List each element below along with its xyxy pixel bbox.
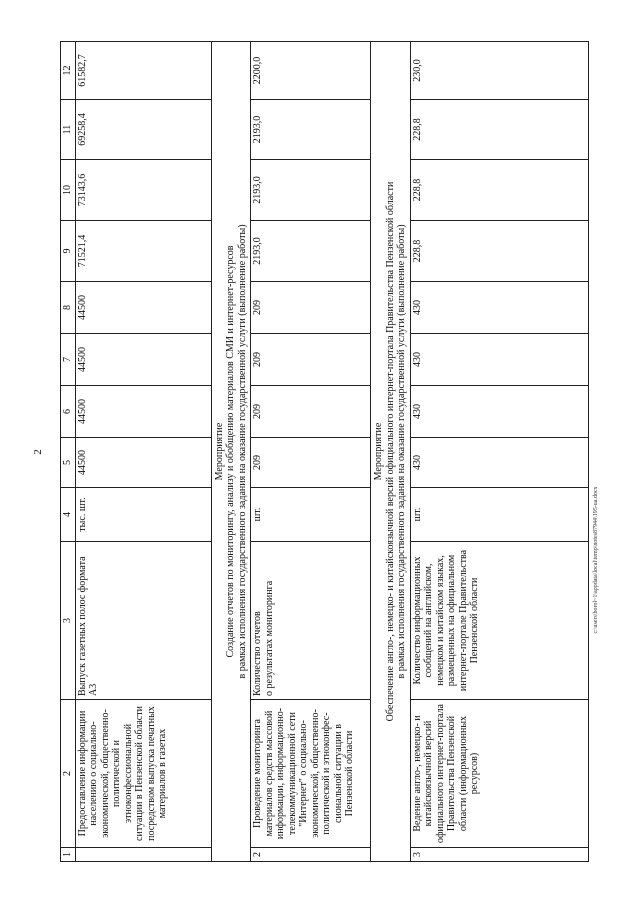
value-cell: 430 bbox=[410, 386, 588, 438]
value-cell: 228,8 bbox=[410, 221, 588, 282]
table-row bbox=[75, 42, 211, 862]
col-num: 3 bbox=[61, 542, 76, 700]
col-num: 6 bbox=[61, 386, 76, 438]
col-num: 1 bbox=[61, 848, 76, 862]
section-heading bbox=[211, 42, 251, 862]
unit: шт. bbox=[410, 488, 588, 542]
section-title: Обеспечение англо-, немецко- и китайскоязычной версий официального интернет-портала Правительства Пензенской области bbox=[384, 181, 396, 722]
value-cell: 44500 bbox=[75, 282, 211, 334]
table-row bbox=[410, 42, 588, 862]
indicator-line: о результатах мониторинга bbox=[263, 580, 275, 696]
value-cell: 69258,4 bbox=[75, 100, 211, 160]
col-num: 9 bbox=[61, 221, 76, 282]
indicator-name: Количество информационных сообщений на английском, немецком и китайском языках, размещенных на официальном интернет-портале Правительства Пензенской области bbox=[410, 542, 588, 700]
col-num: 4 bbox=[61, 488, 76, 542]
value-cell: 2193,0 bbox=[251, 160, 371, 221]
row-number bbox=[75, 848, 211, 862]
measure-name: Проведение мониторинга материалов средств массовой информации, информационно-телекоммуникационной сети "Интернет" о социально-экономической, общественно-политической и этноконфес-сиональной ситуации в Пензенской области bbox=[251, 700, 371, 848]
value-cell: 228,8 bbox=[410, 100, 588, 160]
value-cell: 209 bbox=[251, 334, 371, 386]
value-cell: 209 bbox=[251, 386, 371, 438]
row-number: 3 bbox=[410, 848, 588, 862]
value-cell: 44500 bbox=[75, 386, 211, 438]
indicator-name bbox=[251, 542, 371, 700]
table-row bbox=[251, 42, 371, 862]
col-num: 8 bbox=[61, 282, 76, 334]
value-cell: 44500 bbox=[75, 334, 211, 386]
section-title: Создание отчетов по мониторингу, анализу и обобщению материалов СМИ и интернет-ресурсов bbox=[225, 245, 236, 658]
section-subtitle: в рамках исполнения государственного задания на оказание государственной услуги (выполнение работы) bbox=[396, 224, 407, 679]
column-number-row bbox=[61, 42, 76, 862]
unit: тыс. шт. bbox=[75, 488, 211, 542]
rotated-table-container bbox=[60, 42, 572, 862]
value-cell: 2193,0 bbox=[251, 100, 371, 160]
value-cell: 228,8 bbox=[410, 160, 588, 221]
value-cell: 430 bbox=[410, 438, 588, 488]
value-cell: 73143,6 bbox=[75, 160, 211, 221]
value-cell: 430 bbox=[410, 282, 588, 334]
measure-name: Ведение англо-, немецко- и китайскоязычной версий официального интернет-портала Правительства Пензенской области (информационных ресурсов) bbox=[410, 700, 588, 848]
section-row bbox=[371, 42, 411, 862]
section-label: Мероприятие bbox=[373, 422, 384, 481]
indicator-line: Количество отчетов bbox=[252, 611, 263, 696]
footer-file-path: c:\users\borol~1\appdata\local\temp\notes87944\195-ua.docx bbox=[593, 486, 599, 634]
row-number: 2 bbox=[251, 848, 371, 862]
section-heading bbox=[371, 42, 411, 862]
col-num: 2 bbox=[61, 700, 76, 848]
section-row bbox=[211, 42, 251, 862]
indicator-name: Выпуск газетных полос формата А3 bbox=[75, 542, 211, 700]
col-num: 5 bbox=[61, 438, 76, 488]
col-num: 7 bbox=[61, 334, 76, 386]
page-number: 2 bbox=[32, 449, 44, 455]
col-num: 10 bbox=[61, 160, 76, 221]
value-cell: 230,0 bbox=[410, 42, 588, 100]
section-label: Мероприятие bbox=[213, 422, 225, 481]
value-cell: 44500 bbox=[75, 438, 211, 488]
section-subtitle: в рамках исполнения государственного задания на оказание государственной услуги (выполнение работы) bbox=[236, 224, 248, 679]
indicators-table bbox=[60, 41, 589, 862]
unit: шт. bbox=[251, 488, 371, 542]
value-cell: 71521,4 bbox=[75, 221, 211, 282]
measure-name: Предоставление информации населению о социально-экономической, общественно-политической и этноконфессиональной ситуации в Пензенской области посредством выпуска печатных материалов в газетах bbox=[75, 700, 211, 848]
value-cell: 430 bbox=[410, 334, 588, 386]
col-num: 12 bbox=[61, 42, 76, 100]
value-cell: 209 bbox=[251, 282, 371, 334]
value-cell: 61582,7 bbox=[75, 42, 211, 100]
col-num: 11 bbox=[61, 100, 76, 160]
value-cell: 2200,0 bbox=[251, 42, 371, 100]
value-cell: 209 bbox=[251, 438, 371, 488]
value-cell: 2193,0 bbox=[251, 221, 371, 282]
